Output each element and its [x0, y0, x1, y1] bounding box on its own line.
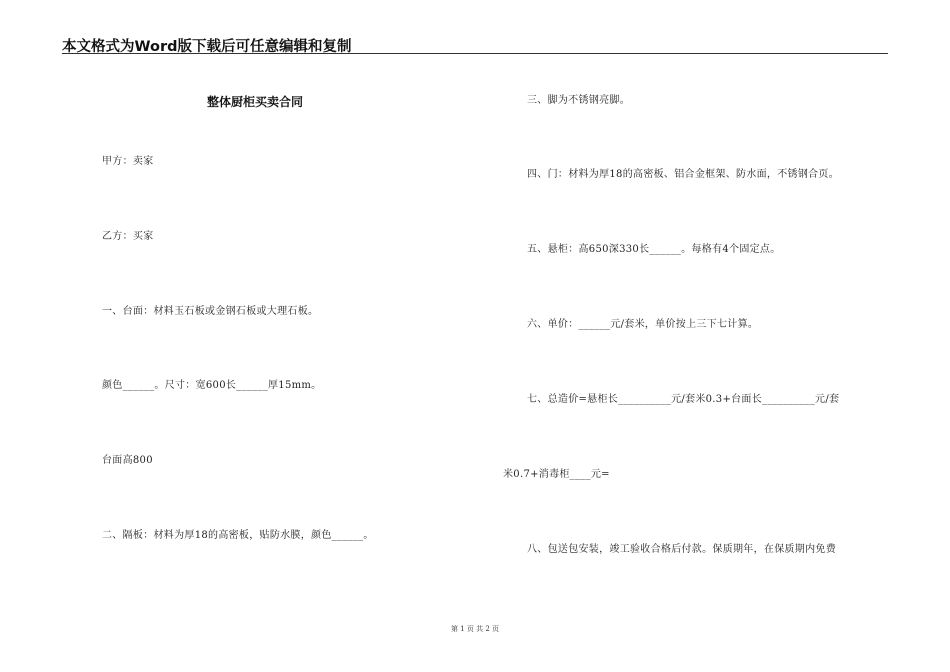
- clause-total-price-continued: 米0.7+消毒柜____元=: [503, 469, 610, 480]
- party-b-line: 乙方：买家: [102, 231, 154, 242]
- page-indicator: 第 1 页 共 2 页: [450, 625, 500, 633]
- document-title: 整体厨柜买卖合同: [207, 95, 304, 109]
- clause-shelf: 二、隔板：材料为厚18的高密板，贴防水膜，颜色______。: [102, 530, 374, 541]
- header-divider: [62, 53, 888, 54]
- clause-legs: 三、脚为不锈钢亮脚。: [527, 95, 630, 106]
- clause-unit-price: 六、单价：______元/套米，单价按上三下七计算。: [527, 319, 759, 330]
- header-banner: 本文格式为Word版下载后可任意编辑和复制: [62, 39, 352, 55]
- clause-countertop-material: 一、台面：材料玉石板或金钢石板或大理石板。: [102, 306, 319, 317]
- party-a-line: 甲方：卖家: [102, 156, 154, 167]
- clause-countertop-size: 颜色______。尺寸：宽600长______厚15mm。: [102, 380, 322, 391]
- clause-total-price: 七、总造价=悬柜长__________元/套米0.3+台面长__________元/套: [527, 394, 840, 405]
- clause-wall-cabinet: 五、悬柜：高650深330长______。每格有4个固定点。: [527, 244, 781, 255]
- clause-door: 四、门：材料为厚18的高密板、铝合金框架、防水面，不锈钢合页。: [527, 169, 840, 180]
- clause-delivery-warranty: 八、包送包安装，竣工验收合格后付款。保质期年，在保质期内免费: [527, 544, 836, 555]
- clause-countertop-height: 台面高800: [102, 455, 153, 466]
